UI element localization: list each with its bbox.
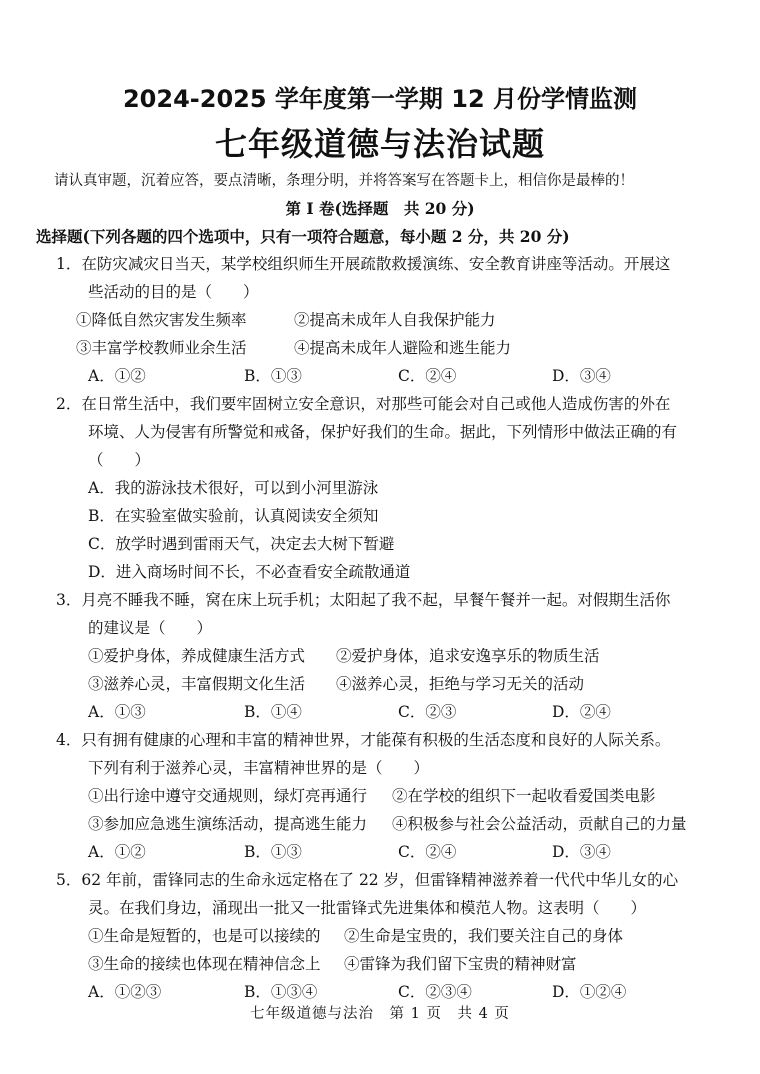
choice-b: B．①④ bbox=[244, 703, 302, 721]
option-c: C．放学时遇到雷雨天气，决定去大树下暂避 bbox=[88, 535, 395, 553]
section-instructions: 选择题(下列各题的四个选项中，只有一项符合题意，每小题 2 分，共 20 分) bbox=[36, 227, 570, 246]
statement: ①降低自然灾害发生频率 bbox=[76, 311, 247, 329]
statement: ①生命是短暂的，也是可以接续的 bbox=[88, 927, 321, 945]
question-stem-line: 5．62 年前，雷锋同志的生命永远定格在了 22 岁，但雷锋精神滋养着一代代中华儿女的心 bbox=[56, 871, 679, 889]
statement: ④雷锋为我们留下宝贵的精神财富 bbox=[344, 955, 577, 973]
choice-d: D．③④ bbox=[552, 843, 611, 861]
statement: ②提高未成年人自我保护能力 bbox=[294, 311, 496, 329]
answer-choices bbox=[88, 700, 728, 724]
question-stem-line: 灵。在我们身边，涌现出一批又一批雷锋式先进集体和模范人物。这表明（ ） bbox=[88, 899, 647, 917]
statement: ④提高未成年人避险和逃生能力 bbox=[294, 339, 512, 357]
choice-a: A．①③ bbox=[88, 703, 146, 721]
choice-b: B．①③④ bbox=[244, 983, 318, 1001]
question-stem-line: 1．在防灾减灾日当天，某学校组织师生开展疏散救援演练、安全教育讲座等活动。开展这 bbox=[56, 255, 671, 273]
choice-d: D．③④ bbox=[552, 367, 611, 385]
statement: ②在学校的组织下一起收看爱国类电影 bbox=[392, 787, 656, 805]
choice-c: C．②③ bbox=[398, 703, 457, 721]
subject-title: 七年级道德与法治试题 bbox=[214, 125, 545, 163]
statement: ③生命的接续也体现在精神信念上 bbox=[88, 955, 321, 973]
answer-choices bbox=[88, 840, 728, 864]
question-stem-line: （ ） bbox=[88, 451, 151, 469]
question-stem-line: 环境、人为侵害有所警觉和戒备，保护好我们的生命。据此，下列情形中做法正确的有 bbox=[88, 423, 678, 441]
statement: ②生命是宝贵的，我们要关注自己的身体 bbox=[344, 927, 624, 945]
question-stem-line: 3．月亮不睡我不睡，窝在床上玩手机；太阳起了我不起，早餐午餐并一起。对假期生活你 bbox=[56, 591, 671, 609]
exam-title: 2024-2025 学年度第一学期 12 月份学情监测 bbox=[122, 85, 638, 113]
option-b: B．在实验室做实验前，认真阅读安全须知 bbox=[88, 507, 379, 525]
option-d: D．进入商场时间不长，不必查看安全疏散通道 bbox=[88, 563, 411, 581]
choice-b: B．①③ bbox=[244, 367, 302, 385]
answer-choices bbox=[88, 364, 728, 388]
question-stem-line: 下列有利于滋养心灵，丰富精神世界的是（ ） bbox=[88, 759, 430, 777]
question-stem-line: 的建议是（ ） bbox=[88, 619, 213, 637]
option-a: A．我的游泳技术很好，可以到小河里游泳 bbox=[88, 479, 379, 497]
choice-a: A．①② bbox=[88, 843, 146, 861]
statement: ③丰富学校教师业余生活 bbox=[76, 339, 247, 357]
statement: ④积极参与社会公益活动，贡献自己的力量 bbox=[392, 815, 687, 833]
statement: ①爱护身体，养成健康生活方式 bbox=[88, 647, 306, 665]
choice-d: D．②④ bbox=[552, 703, 611, 721]
choice-b: B．①③ bbox=[244, 843, 302, 861]
choice-a: A．①② bbox=[88, 367, 146, 385]
statement: ③参加应急逃生演练活动，提高逃生能力 bbox=[88, 815, 368, 833]
choice-c: C．②④ bbox=[398, 367, 457, 385]
statement: ②爱护身体，追求安逸享乐的物质生活 bbox=[336, 647, 600, 665]
statement: ③滋养心灵，丰富假期文化生活 bbox=[88, 675, 306, 693]
exam-notice: 请认真审题，沉着应答，要点清晰，条理分明，并将答案写在答题卡上，相信你是最棒的！ bbox=[54, 173, 634, 189]
choice-d: D．①②④ bbox=[552, 983, 627, 1001]
choice-c: C．②③④ bbox=[398, 983, 472, 1001]
choice-c: C．②④ bbox=[398, 843, 457, 861]
question-stem-line: 4．只有拥有健康的心理和丰富的精神世界，才能葆有积极的生活态度和良好的人际关系。 bbox=[56, 731, 671, 749]
choice-a: A．①②③ bbox=[88, 983, 162, 1001]
statement: ①出行途中遵守交通规则，绿灯亮再通行 bbox=[88, 787, 368, 805]
answer-choices bbox=[88, 980, 728, 1004]
page-footer: 七年级道德与法治 第 1 页 共 4 页 bbox=[250, 1006, 510, 1022]
section-heading: 第 I 卷(选择题 共 20 分) bbox=[285, 199, 475, 218]
question-stem-line: 2．在日常生活中，我们要牢固树立安全意识，对那些可能会对自己或他人造成伤害的外在 bbox=[56, 395, 671, 413]
statement: ④滋养心灵，拒绝与学习无关的活动 bbox=[336, 675, 585, 693]
question-stem-line: 些活动的目的是（ ） bbox=[88, 283, 259, 301]
